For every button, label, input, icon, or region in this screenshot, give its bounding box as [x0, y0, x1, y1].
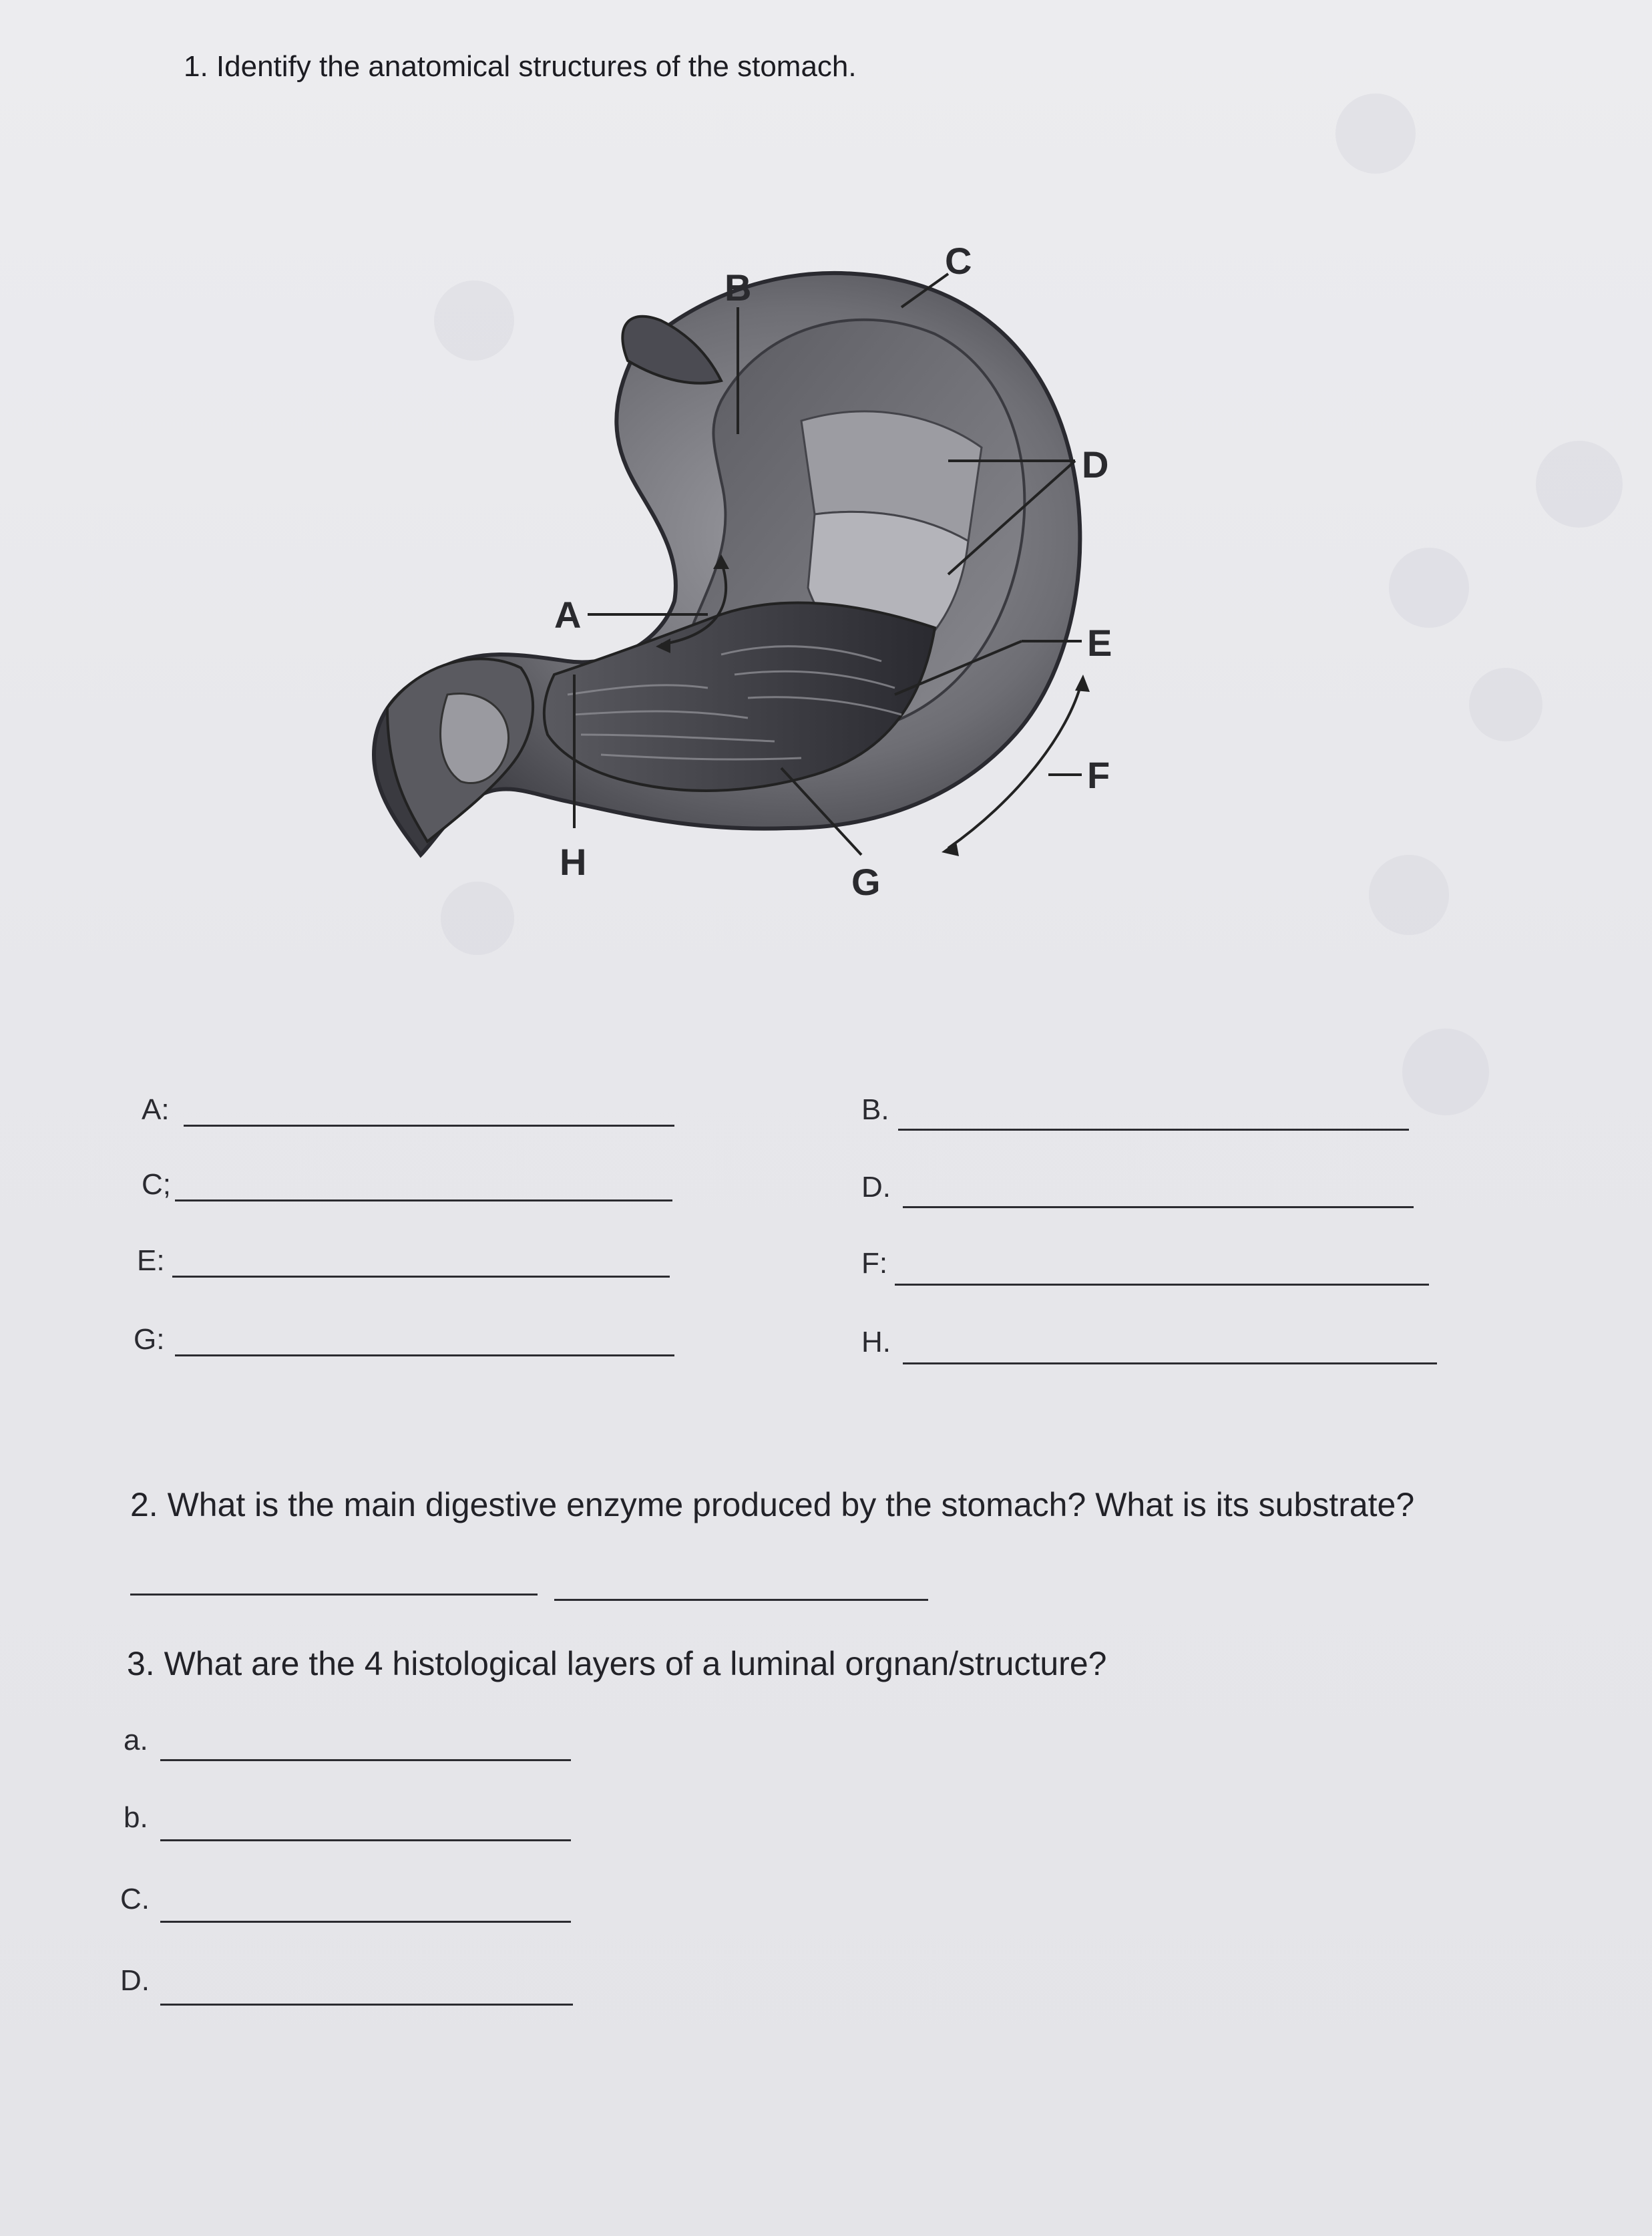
answer-line-h[interactable] — [903, 1362, 1437, 1364]
answer-line-f[interactable] — [895, 1284, 1429, 1286]
layer-label-a: a. — [124, 1724, 148, 1756]
answer-label-d: D. — [861, 1171, 891, 1203]
bleed-through-mark — [1402, 1029, 1489, 1115]
answer-label-h: H. — [861, 1326, 891, 1358]
answer-line-b[interactable] — [898, 1129, 1409, 1131]
layer-label-b: b. — [124, 1801, 148, 1834]
answer-label-f: F: — [861, 1247, 888, 1280]
diagram-label-c: C — [945, 240, 972, 282]
answer-label-a: A: — [142, 1093, 170, 1126]
question-3-text: 3. What are the 4 histological layers of a luminal orgnan/structure? — [127, 1645, 1107, 1682]
stomach-diagram — [347, 227, 1482, 935]
substrate-answer-line[interactable] — [554, 1599, 928, 1601]
layer-answer-line-c[interactable] — [160, 1921, 571, 1923]
question-1-text: 1. Identify the anatomical structures of the stomach. — [184, 50, 857, 83]
answer-line-d[interactable] — [903, 1206, 1414, 1208]
layer-label-c: C. — [120, 1883, 150, 1915]
answer-line-c[interactable] — [175, 1199, 672, 1201]
question-2-text: 2. What is the main digestive enzyme produced by the stomach? What is its substrate? — [130, 1486, 1415, 1523]
answer-line-e[interactable] — [172, 1276, 670, 1278]
diagram-label-d: D — [1082, 443, 1109, 486]
layer-label-d: D. — [120, 1964, 150, 1997]
diagram-label-f: F — [1087, 754, 1110, 796]
bleed-through-mark — [1536, 441, 1623, 528]
layer-answer-line-b[interactable] — [160, 1839, 571, 1841]
layer-answer-line-d[interactable] — [160, 2004, 573, 2006]
answer-label-c: C; — [142, 1168, 171, 1201]
answer-line-a[interactable] — [184, 1125, 674, 1127]
diagram-label-b: B — [725, 266, 752, 309]
enzyme-answer-line[interactable] — [130, 1594, 538, 1596]
answer-label-e: E: — [137, 1244, 165, 1277]
answer-label-g: G: — [134, 1323, 165, 1356]
diagram-label-g: G — [851, 861, 881, 903]
bleed-through-mark — [1335, 94, 1416, 174]
diagram-label-h: H — [560, 841, 587, 883]
answer-label-b: B. — [861, 1093, 889, 1126]
answer-line-g[interactable] — [175, 1354, 674, 1356]
diagram-label-a: A — [554, 594, 582, 636]
diagram-label-e: E — [1087, 622, 1112, 664]
layer-answer-line-a[interactable] — [160, 1759, 571, 1761]
